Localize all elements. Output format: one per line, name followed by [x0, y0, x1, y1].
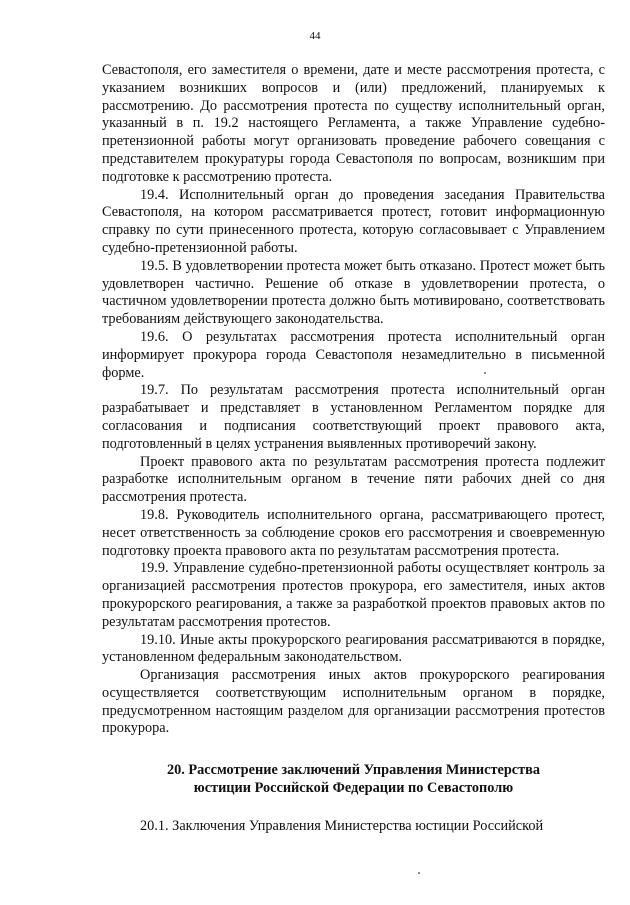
paragraph-continuation: Севастополя, его заместителя о времени, дате и месте рассмотрения протеста, с указанием возникших вопросов и (или) предложений, планируемых к рассмотрению. До рассмотрения протеста по существу исполнительный орган, указанный в п. 19.2 настоящего Регламента, а также Управление судебно-претензионной работы могут организовать проведение рабочего совещания с представителем прокуратуры города Севастополя по вопросам, возникшим при подготовке к рассмотрению протеста.	[102, 62, 605, 185]
paragraph-19-9: 19.9. Управление судебно-претензионной работы осуществляет контроль за организацией рассмотрения протестов прокурора, его заместителя, иных актов прокурорского реагирования, а также за разработкой проектов правовых актов по результатам рассмотрения протестов.	[102, 560, 605, 630]
document-body	[102, 62, 605, 836]
section-heading	[102, 762, 605, 798]
paragraph-19-8: 19.8. Руководитель исполнительного органа, рассматривающего протест, несет ответственность за соблюдение сроков его рассмотрения и своевременную подготовку проекта правового акта по результатам рассмотрения протеста.	[102, 506, 605, 559]
paragraph-20-1: 20.1. Заключения Управления Министерства юстиции Российской	[140, 817, 544, 834]
paragraph-19-7-project: Проект правового акта по результатам рассмотрения протеста подлежит разработке исполнительным органом в течение пяти рабочих дней со дня рассмотрения протеста.	[102, 453, 605, 506]
scan-speck	[418, 872, 420, 874]
section-heading-line-2: юстиции Российской Федерации по Севастополю	[193, 780, 514, 797]
paragraph-19-4: 19.4. Исполнительный орган до проведения заседания Правительства Севастополя, на котором рассматривается протест, готовит информационную справку по сути принесенного протеста, которую согласовывает с Управлением судебно-претензионной работы.	[102, 186, 605, 256]
paragraph-19-10-organization: Организация рассмотрения иных актов прокурорского реагирования осуществляется соответствующим исполнительным органом в порядке, предусмотренном настоящим разделом для организации рассмотрения протестов прокурора.	[102, 667, 605, 737]
paragraph-19-5: 19.5. В удовлетворении протеста может быть отказано. Протест может быть удовлетворен частично. Решение об отказе в удовлетворении протеста, о частичном удовлетворении протеста должно быть мотивировано, соответствовать требованиям действующего законодательства.	[102, 257, 605, 328]
paragraph-19-7: 19.7. По результатам рассмотрения протеста исполнительный орган разрабатывает и представляет в установленном Регламентом порядке для согласования и подписания соответствующий проект правового акта, подготовленный в целях устранения выявленных противоречий закону.	[102, 382, 605, 452]
paragraph-19-10: 19.10. Иные акты прокурорского реагирования рассматриваются в порядке, установленном федеральным законодательством.	[102, 631, 605, 666]
paragraph-19-6: 19.6. О результатах рассмотрения протеста исполнительный орган информирует прокурора города Севастополя незамедлительно в письменной форме.	[102, 328, 605, 381]
section-heading-line-1: 20. Рассмотрение заключений Управления Министерства	[166, 762, 541, 779]
page-number: 44	[309, 30, 321, 42]
scan-speck	[484, 372, 486, 374]
